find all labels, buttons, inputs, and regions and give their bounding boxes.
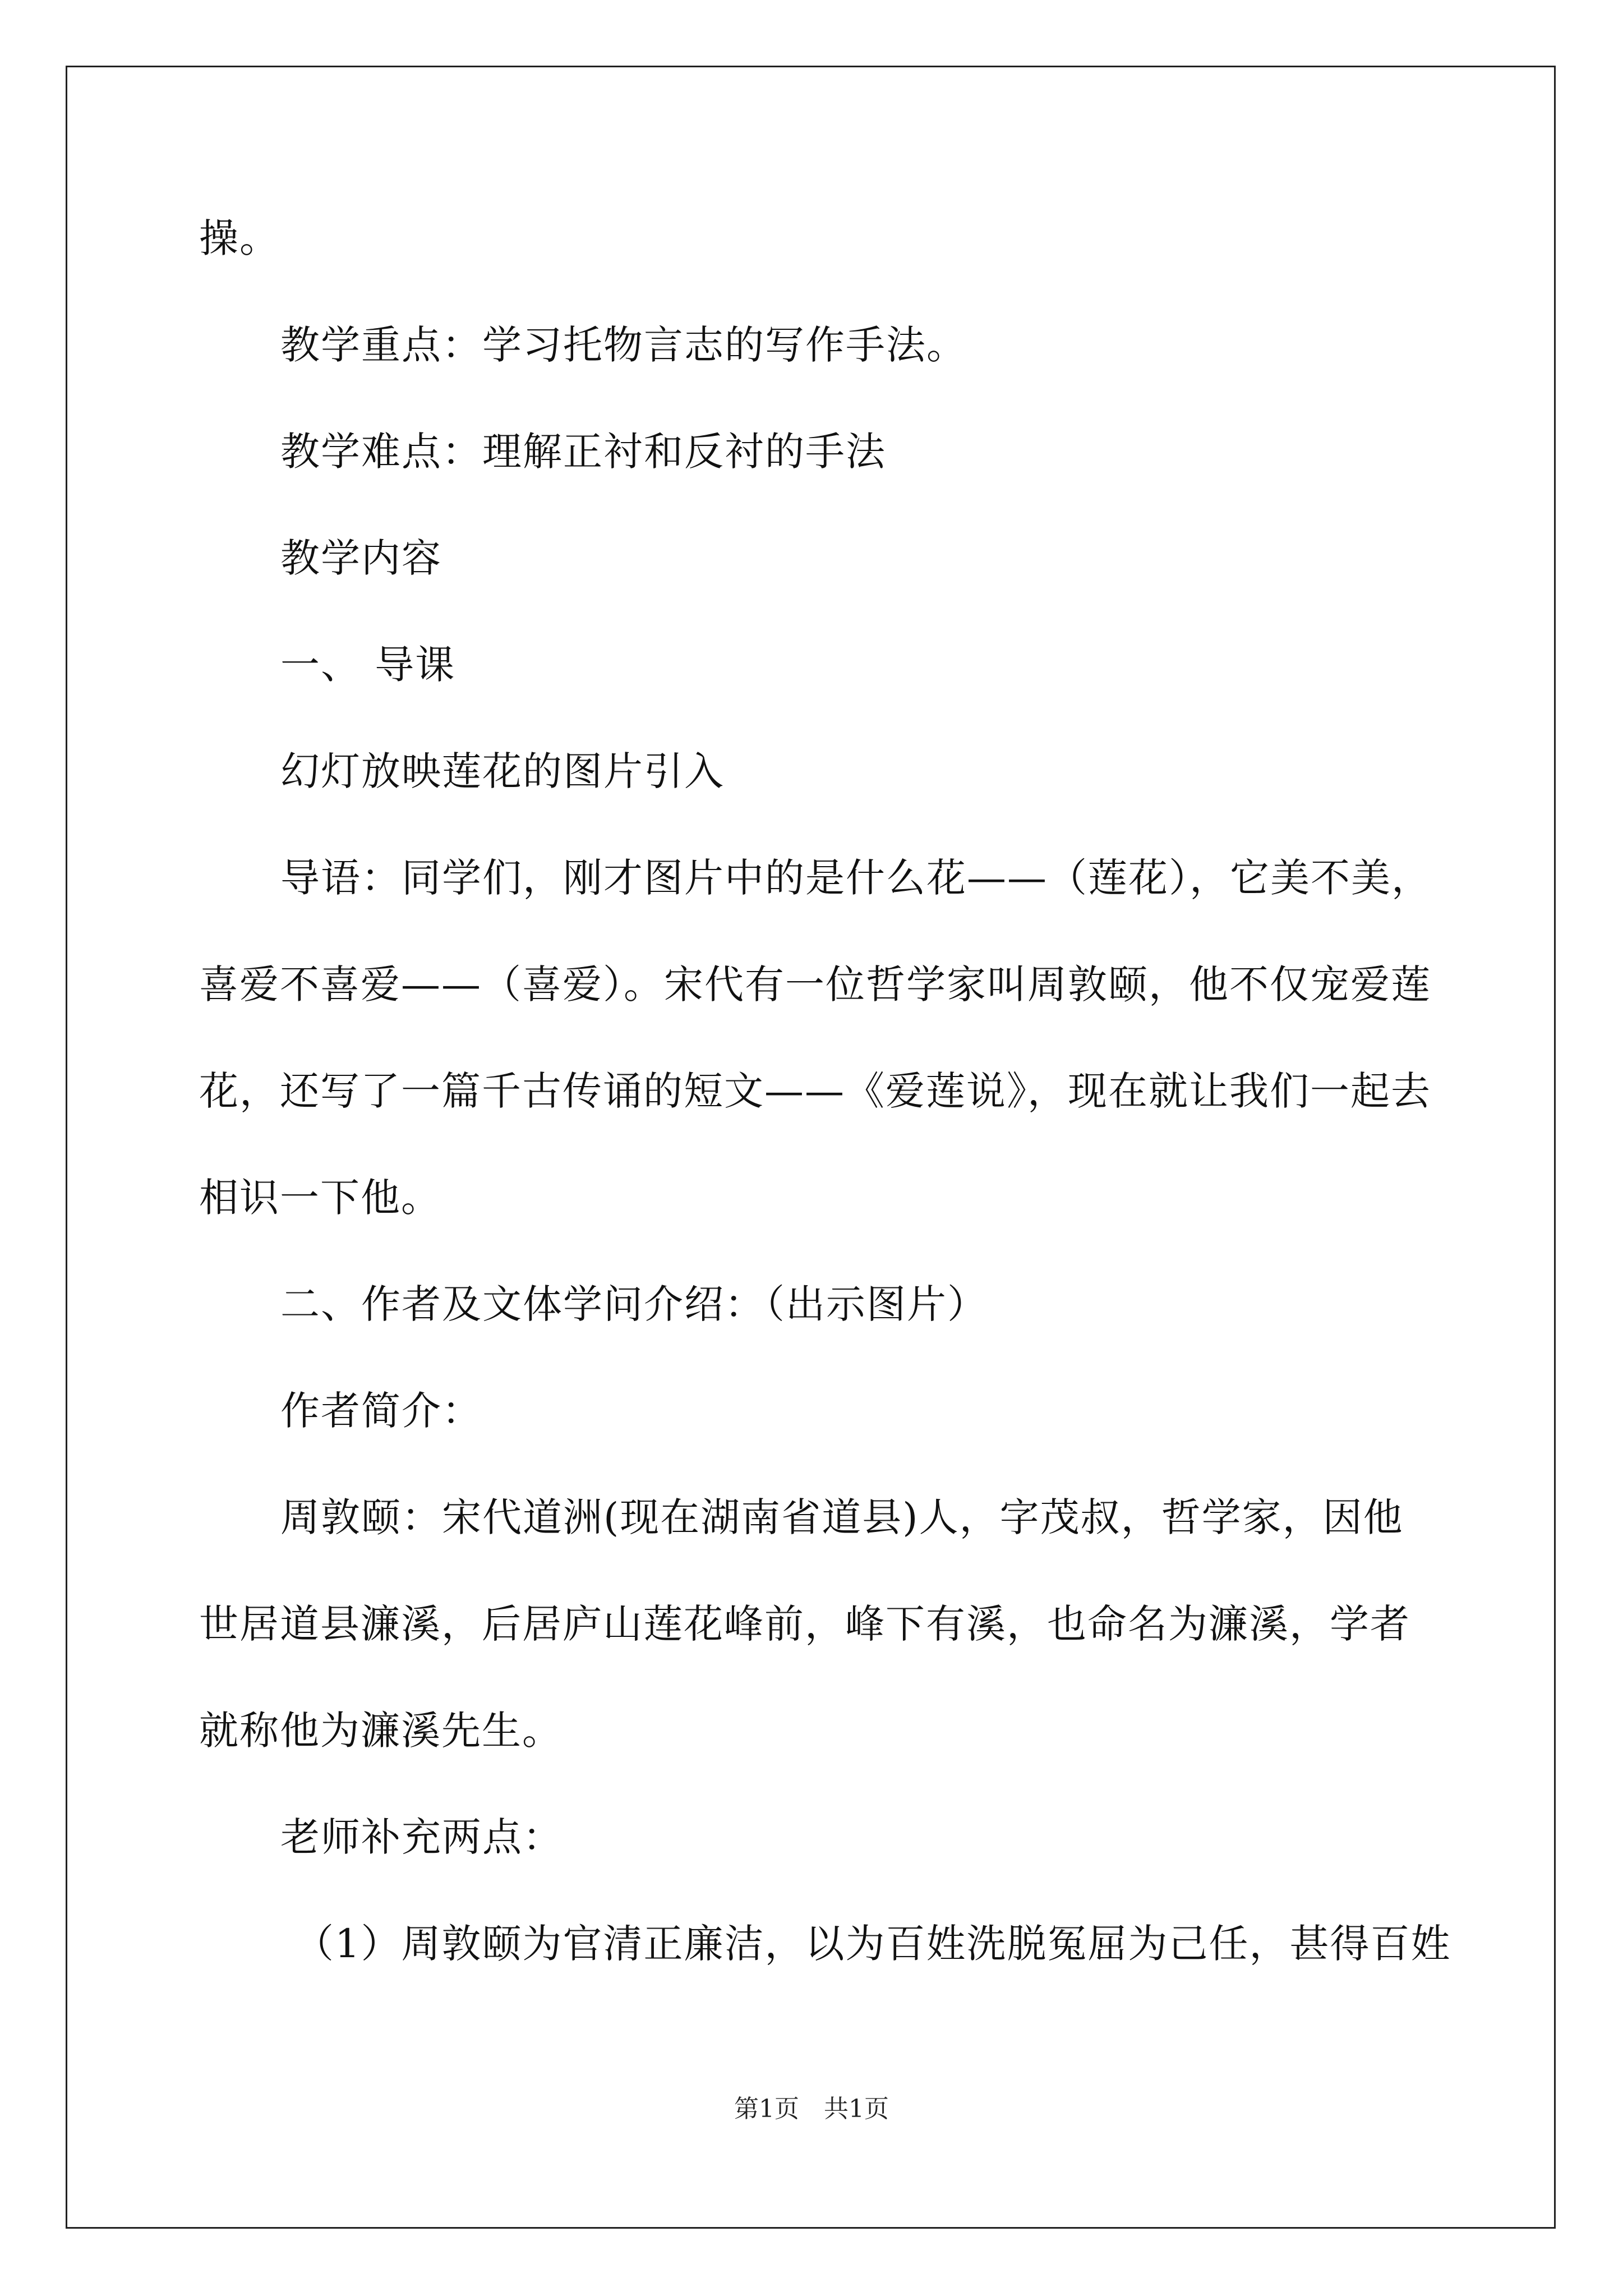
text-line: 教学内容 [280, 535, 442, 581]
text-line: 教学重点：学习托物言志的写作手法。 [280, 322, 967, 368]
text-line: 导语：同学们，刚才图片中的是什么花——（莲花），它美不美， [280, 855, 1432, 901]
page-border [66, 66, 1556, 2229]
text-line: 喜爱不喜爱——（喜爱）。宋代有一位哲学家叫周敦颐，他不仅宠爱莲 [199, 961, 1431, 1007]
text-line: 幻灯放映莲花的图片引入 [280, 748, 725, 794]
text-line: 就称他为濂溪先生。 [199, 1708, 562, 1754]
text-line: 老师补充两点： [280, 1814, 563, 1860]
text-line: 作者简介： [280, 1388, 482, 1434]
text-line: 操。 [199, 215, 280, 261]
section-heading: 二、作者及文体学问介绍：（出示图片） [280, 1281, 988, 1327]
text-line: 教学难点：理解正衬和反衬的手法 [280, 429, 886, 475]
section-heading: 一、 导课 [280, 642, 456, 688]
text-line: 花，还写了一篇千古传诵的短文——《爱莲说》，现在就让我们一起去 [199, 1068, 1431, 1114]
page-footer: 第1页 共1页 [734, 2095, 889, 2123]
text-line: 世居道县濂溪，后居庐山莲花峰前，峰下有溪，也命名为濂溪，学者 [199, 1601, 1410, 1647]
text-line: 相识一下他。 [199, 1175, 441, 1221]
text-line: （1）周敦颐为官清正廉洁，以为百姓洗脱冤屈为己任，甚得百姓 [294, 1921, 1451, 1967]
text-line: 周敦颐：宋代道洲(现在湖南省道县)人，字茂叔，哲学家，因他 [280, 1494, 1404, 1540]
